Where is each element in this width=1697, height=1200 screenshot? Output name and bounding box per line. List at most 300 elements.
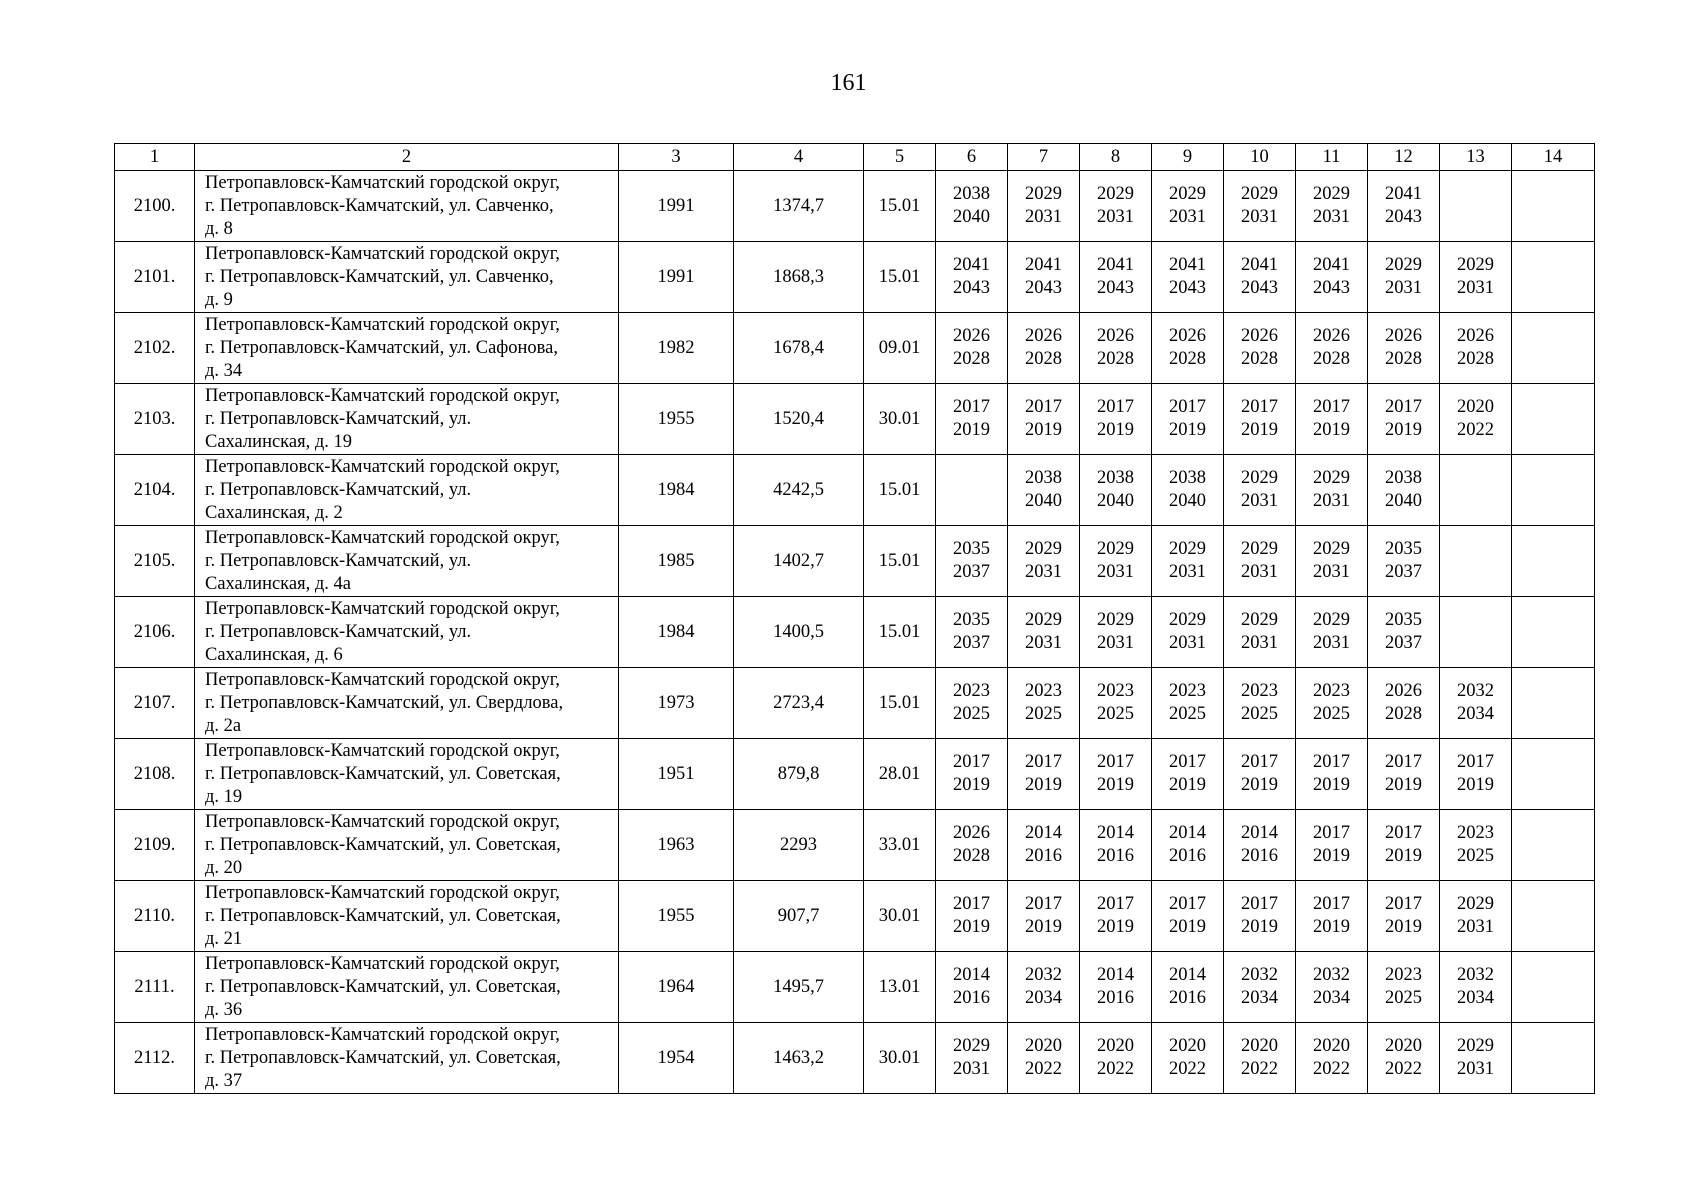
period-cell xyxy=(1512,384,1595,455)
period-start-year: 2017 xyxy=(1025,752,1062,772)
column-number-cell: 8 xyxy=(1080,144,1152,171)
column-number-cell: 14 xyxy=(1512,144,1595,171)
period-cell xyxy=(1296,810,1368,881)
period-cell xyxy=(1080,526,1152,597)
period-cell xyxy=(1152,739,1224,810)
period-start-year: 2038 xyxy=(953,184,990,204)
period-cell xyxy=(1296,1023,1368,1094)
area-cell: 879,8 xyxy=(734,739,864,810)
period-cell xyxy=(1368,1023,1440,1094)
period-start-year: 2014 xyxy=(1025,823,1062,843)
period-end-year: 2019 xyxy=(1241,917,1278,937)
period-start-year: 2032 xyxy=(1241,965,1278,985)
period-start-year: 2029 xyxy=(1241,468,1278,488)
period-end-year: 2031 xyxy=(1097,633,1134,653)
column-number-cell: 13 xyxy=(1440,144,1512,171)
period-cell xyxy=(936,597,1008,668)
address-cell xyxy=(195,668,619,739)
period-end-year: 2043 xyxy=(1097,278,1134,298)
column-number-cell: 11 xyxy=(1296,144,1368,171)
period-cell xyxy=(1512,881,1595,952)
period-cell xyxy=(1080,810,1152,881)
period-cell xyxy=(1440,1023,1512,1094)
build-year-cell: 1964 xyxy=(619,952,734,1023)
address-cell xyxy=(195,313,619,384)
period-end-year: 2025 xyxy=(953,704,990,724)
period-cell xyxy=(1224,810,1296,881)
row-number-cell: 2100. xyxy=(115,171,195,242)
build-year-cell: 1973 xyxy=(619,668,734,739)
period-cell xyxy=(1440,668,1512,739)
period-start-year: 2035 xyxy=(1385,539,1422,559)
period-cell xyxy=(1152,668,1224,739)
address-line: д. 36 xyxy=(205,999,243,1020)
period-start-year: 2014 xyxy=(1241,823,1278,843)
area-cell: 2293 xyxy=(734,810,864,881)
period-end-year: 2022 xyxy=(1385,1059,1422,1079)
period-end-year: 2025 xyxy=(1241,704,1278,724)
period-start-year: 2029 xyxy=(1097,184,1134,204)
period-start-year: 2017 xyxy=(1457,752,1494,772)
period-start-year: 2041 xyxy=(1169,255,1206,275)
area-cell: 1678,4 xyxy=(734,313,864,384)
address-cell xyxy=(195,384,619,455)
period-end-year: 2031 xyxy=(1385,278,1422,298)
period-cell xyxy=(1368,668,1440,739)
code-cell: 15.01 xyxy=(864,668,936,739)
column-number-cell: 3 xyxy=(619,144,734,171)
period-cell xyxy=(1512,526,1595,597)
period-end-year: 2031 xyxy=(1241,562,1278,582)
column-number-cell: 5 xyxy=(864,144,936,171)
period-cell xyxy=(1008,1023,1080,1094)
period-end-year: 2019 xyxy=(1457,775,1494,795)
address-cell xyxy=(195,455,619,526)
column-number-cell: 1 xyxy=(115,144,195,171)
area-cell: 1520,4 xyxy=(734,384,864,455)
period-start-year: 2029 xyxy=(1241,539,1278,559)
period-end-year: 2040 xyxy=(1385,491,1422,511)
period-start-year: 2041 xyxy=(1241,255,1278,275)
period-cell xyxy=(1296,171,1368,242)
code-cell: 15.01 xyxy=(864,526,936,597)
period-start-year: 2017 xyxy=(1385,752,1422,772)
period-end-year: 2043 xyxy=(1241,278,1278,298)
period-start-year: 2029 xyxy=(1457,255,1494,275)
period-end-year: 2016 xyxy=(1169,846,1206,866)
period-cell xyxy=(1152,597,1224,668)
column-number-cell: 12 xyxy=(1368,144,1440,171)
period-end-year: 2043 xyxy=(1313,278,1350,298)
code-cell: 15.01 xyxy=(864,171,936,242)
period-end-year: 2031 xyxy=(1169,562,1206,582)
period-end-year: 2028 xyxy=(1385,704,1422,724)
row-number-cell: 2103. xyxy=(115,384,195,455)
address-cell xyxy=(195,881,619,952)
period-start-year: 2017 xyxy=(1169,894,1206,914)
period-start-year: 2029 xyxy=(1313,539,1350,559)
period-start-year: 2041 xyxy=(1385,184,1422,204)
period-start-year: 2038 xyxy=(1385,468,1422,488)
period-start-year: 2038 xyxy=(1025,468,1062,488)
address-line: д. 20 xyxy=(205,857,243,878)
area-cell: 907,7 xyxy=(734,881,864,952)
row-number-cell: 2110. xyxy=(115,881,195,952)
area-cell: 4242,5 xyxy=(734,455,864,526)
period-start-year: 2017 xyxy=(953,397,990,417)
address-line: г. Петропавловск-Камчатский, ул. Сафонова, xyxy=(205,337,558,358)
period-end-year: 2016 xyxy=(1097,988,1134,1008)
period-cell xyxy=(1224,455,1296,526)
period-start-year: 2020 xyxy=(1169,1036,1206,1056)
period-cell xyxy=(936,739,1008,810)
address-line: Сахалинская, д. 6 xyxy=(205,644,343,665)
address-line: г. Петропавловск-Камчатский, ул. Советская, xyxy=(205,976,561,997)
address-line: г. Петропавловск-Камчатский, ул. Советская, xyxy=(205,1047,561,1068)
period-cell xyxy=(1008,739,1080,810)
period-start-year: 2023 xyxy=(1385,965,1422,985)
period-cell xyxy=(1440,526,1512,597)
period-end-year: 2019 xyxy=(1385,917,1422,937)
period-cell xyxy=(1152,1023,1224,1094)
address-line: г. Петропавловск-Камчатский, ул. xyxy=(205,408,472,429)
address-line: г. Петропавловск-Камчатский, ул. xyxy=(205,479,472,500)
period-cell xyxy=(1296,597,1368,668)
column-number-cell: 4 xyxy=(734,144,864,171)
address-line: д. 34 xyxy=(205,360,243,381)
address-line: г. Петропавловск-Камчатский, ул. xyxy=(205,550,472,571)
period-end-year: 2031 xyxy=(1313,633,1350,653)
period-end-year: 2031 xyxy=(1313,207,1350,227)
period-start-year: 2017 xyxy=(1097,397,1134,417)
period-cell xyxy=(1008,881,1080,952)
period-cell xyxy=(1152,313,1224,384)
period-end-year: 2019 xyxy=(1241,420,1278,440)
period-cell xyxy=(1080,597,1152,668)
period-end-year: 2025 xyxy=(1313,704,1350,724)
period-cell xyxy=(1440,242,1512,313)
period-start-year: 2017 xyxy=(1097,752,1134,772)
period-cell xyxy=(1512,597,1595,668)
period-cell xyxy=(1368,313,1440,384)
page-number: 161 xyxy=(830,70,867,96)
period-cell xyxy=(1224,1023,1296,1094)
period-start-year: 2020 xyxy=(1313,1036,1350,1056)
period-cell xyxy=(1080,313,1152,384)
period-end-year: 2031 xyxy=(1241,491,1278,511)
period-start-year: 2029 xyxy=(1169,539,1206,559)
period-cell xyxy=(1512,455,1595,526)
column-number-cell: 7 xyxy=(1008,144,1080,171)
period-cell xyxy=(1512,668,1595,739)
period-start-year: 2035 xyxy=(953,539,990,559)
period-cell xyxy=(1440,455,1512,526)
period-cell xyxy=(1008,171,1080,242)
period-end-year: 2028 xyxy=(953,349,990,369)
period-end-year: 2016 xyxy=(1025,846,1062,866)
area-cell: 1402,7 xyxy=(734,526,864,597)
table-row xyxy=(115,881,1595,952)
row-number-cell: 2108. xyxy=(115,739,195,810)
period-start-year: 2029 xyxy=(953,1036,990,1056)
period-cell xyxy=(1224,668,1296,739)
period-end-year: 2019 xyxy=(1385,420,1422,440)
period-start-year: 2026 xyxy=(1457,326,1494,346)
period-start-year: 2020 xyxy=(1025,1036,1062,1056)
period-end-year: 2043 xyxy=(1025,278,1062,298)
period-end-year: 2019 xyxy=(1169,775,1206,795)
address-line: Петропавловск-Камчатский городской округ, xyxy=(205,1024,560,1045)
period-cell xyxy=(1368,526,1440,597)
address-cell xyxy=(195,171,619,242)
row-number-cell: 2112. xyxy=(115,1023,195,1094)
period-start-year: 2023 xyxy=(953,681,990,701)
period-end-year: 2016 xyxy=(953,988,990,1008)
period-cell xyxy=(1512,313,1595,384)
code-cell: 30.01 xyxy=(864,1023,936,1094)
period-end-year: 2019 xyxy=(1313,775,1350,795)
address-cell xyxy=(195,1023,619,1094)
period-cell xyxy=(1368,455,1440,526)
period-end-year: 2043 xyxy=(1169,278,1206,298)
period-start-year: 2017 xyxy=(1241,894,1278,914)
area-cell: 1400,5 xyxy=(734,597,864,668)
address-line: Петропавловск-Камчатский городской округ, xyxy=(205,527,560,548)
period-start-year: 2017 xyxy=(1169,397,1206,417)
period-cell xyxy=(1224,384,1296,455)
period-cell xyxy=(1224,313,1296,384)
period-cell xyxy=(1512,739,1595,810)
build-year-cell: 1955 xyxy=(619,384,734,455)
address-line: д. 21 xyxy=(205,928,243,949)
period-cell xyxy=(1368,810,1440,881)
column-number-row xyxy=(115,144,1595,171)
period-end-year: 2019 xyxy=(1025,775,1062,795)
period-start-year: 2029 xyxy=(1241,610,1278,630)
period-end-year: 2028 xyxy=(1313,349,1350,369)
code-cell: 30.01 xyxy=(864,384,936,455)
period-end-year: 2019 xyxy=(953,917,990,937)
period-cell xyxy=(1008,597,1080,668)
period-cell xyxy=(936,526,1008,597)
address-line: д. 2а xyxy=(205,715,242,736)
period-end-year: 2028 xyxy=(1025,349,1062,369)
period-cell xyxy=(936,384,1008,455)
period-end-year: 2031 xyxy=(1097,562,1134,582)
column-number-cell: 9 xyxy=(1152,144,1224,171)
build-year-cell: 1991 xyxy=(619,242,734,313)
address-line: г. Петропавловск-Камчатский, ул. Савченко, xyxy=(205,195,554,216)
address-line: Петропавловск-Камчатский городской округ, xyxy=(205,882,560,903)
period-start-year: 2017 xyxy=(1385,397,1422,417)
period-cell xyxy=(1368,881,1440,952)
build-year-cell: 1991 xyxy=(619,171,734,242)
period-start-year: 2029 xyxy=(1241,184,1278,204)
period-end-year: 2019 xyxy=(1025,420,1062,440)
period-start-year: 2017 xyxy=(1169,752,1206,772)
period-start-year: 2014 xyxy=(1169,823,1206,843)
period-cell xyxy=(1224,242,1296,313)
period-cell xyxy=(1008,313,1080,384)
period-end-year: 2028 xyxy=(1169,349,1206,369)
period-cell xyxy=(1296,526,1368,597)
period-cell xyxy=(1224,952,1296,1023)
period-start-year: 2035 xyxy=(1385,610,1422,630)
table-row xyxy=(115,171,1595,242)
period-start-year: 2020 xyxy=(1457,397,1494,417)
address-cell xyxy=(195,810,619,881)
address-line: г. Петропавловск-Камчатский, ул. Савченко, xyxy=(205,266,554,287)
period-start-year: 2023 xyxy=(1025,681,1062,701)
row-number-cell: 2111. xyxy=(115,952,195,1023)
period-cell xyxy=(1368,171,1440,242)
table-row xyxy=(115,455,1595,526)
period-end-year: 2031 xyxy=(1241,633,1278,653)
period-cell xyxy=(1512,242,1595,313)
period-start-year: 2026 xyxy=(1097,326,1134,346)
code-cell: 28.01 xyxy=(864,739,936,810)
area-cell: 1463,2 xyxy=(734,1023,864,1094)
address-line: г. Петропавловск-Камчатский, ул. Советская, xyxy=(205,905,561,926)
row-number-cell: 2105. xyxy=(115,526,195,597)
build-year-cell: 1984 xyxy=(619,455,734,526)
period-cell xyxy=(1008,455,1080,526)
address-line: г. Петропавловск-Камчатский, ул. Свердлова, xyxy=(205,692,564,713)
period-end-year: 2022 xyxy=(1313,1059,1350,1079)
period-start-year: 2038 xyxy=(1097,468,1134,488)
period-start-year: 2029 xyxy=(1025,610,1062,630)
period-cell xyxy=(1224,881,1296,952)
period-start-year: 2017 xyxy=(1313,397,1350,417)
address-line: д. 37 xyxy=(205,1070,243,1091)
period-end-year: 2040 xyxy=(1097,491,1134,511)
period-end-year: 2034 xyxy=(1241,988,1278,1008)
period-cell xyxy=(1368,739,1440,810)
period-start-year: 2026 xyxy=(953,326,990,346)
period-end-year: 2031 xyxy=(1097,207,1134,227)
period-cell xyxy=(1008,526,1080,597)
period-start-year: 2020 xyxy=(1241,1036,1278,1056)
period-end-year: 2034 xyxy=(1457,988,1494,1008)
period-end-year: 2043 xyxy=(953,278,990,298)
period-cell xyxy=(1296,455,1368,526)
period-start-year: 2020 xyxy=(1385,1036,1422,1056)
period-start-year: 2017 xyxy=(1385,894,1422,914)
address-line: д. 8 xyxy=(205,218,233,239)
row-number-cell: 2106. xyxy=(115,597,195,668)
period-start-year: 2041 xyxy=(1025,255,1062,275)
period-end-year: 2031 xyxy=(1025,207,1062,227)
address-line: Сахалинская, д. 4а xyxy=(205,573,351,594)
period-cell xyxy=(1152,384,1224,455)
period-start-year: 2029 xyxy=(1385,255,1422,275)
period-end-year: 2019 xyxy=(1097,775,1134,795)
period-end-year: 2034 xyxy=(1025,988,1062,1008)
row-number-cell: 2102. xyxy=(115,313,195,384)
period-end-year: 2016 xyxy=(1241,846,1278,866)
period-end-year: 2040 xyxy=(1169,491,1206,511)
period-end-year: 2043 xyxy=(1385,207,1422,227)
period-end-year: 2031 xyxy=(1457,917,1494,937)
period-cell xyxy=(1440,952,1512,1023)
period-start-year: 2038 xyxy=(1169,468,1206,488)
period-start-year: 2026 xyxy=(1025,326,1062,346)
period-cell xyxy=(936,952,1008,1023)
row-number-cell: 2104. xyxy=(115,455,195,526)
table-row xyxy=(115,668,1595,739)
period-start-year: 2023 xyxy=(1241,681,1278,701)
period-start-year: 2029 xyxy=(1025,539,1062,559)
period-end-year: 2025 xyxy=(1097,704,1134,724)
period-cell xyxy=(1224,597,1296,668)
period-end-year: 2031 xyxy=(1025,562,1062,582)
period-end-year: 2031 xyxy=(1025,633,1062,653)
period-end-year: 2019 xyxy=(953,775,990,795)
address-cell xyxy=(195,526,619,597)
period-cell xyxy=(1440,597,1512,668)
code-cell: 13.01 xyxy=(864,952,936,1023)
period-end-year: 2037 xyxy=(953,562,990,582)
address-cell xyxy=(195,739,619,810)
period-start-year: 2026 xyxy=(1385,681,1422,701)
period-cell xyxy=(936,881,1008,952)
code-cell: 30.01 xyxy=(864,881,936,952)
build-year-cell: 1951 xyxy=(619,739,734,810)
period-end-year: 2031 xyxy=(1169,207,1206,227)
period-cell xyxy=(1368,242,1440,313)
period-cell xyxy=(1296,881,1368,952)
period-start-year: 2029 xyxy=(1097,539,1134,559)
period-cell xyxy=(1368,384,1440,455)
period-cell xyxy=(936,171,1008,242)
area-cell: 1495,7 xyxy=(734,952,864,1023)
period-cell xyxy=(1224,739,1296,810)
period-cell xyxy=(1224,526,1296,597)
period-cell xyxy=(1008,810,1080,881)
address-line: Петропавловск-Камчатский городской округ, xyxy=(205,811,560,832)
code-cell: 15.01 xyxy=(864,455,936,526)
period-start-year: 2017 xyxy=(1025,397,1062,417)
period-end-year: 2019 xyxy=(1169,420,1206,440)
period-end-year: 2028 xyxy=(1385,349,1422,369)
period-cell xyxy=(936,810,1008,881)
address-cell xyxy=(195,242,619,313)
code-cell: 15.01 xyxy=(864,242,936,313)
period-start-year: 2014 xyxy=(1169,965,1206,985)
period-start-year: 2026 xyxy=(953,823,990,843)
period-end-year: 2031 xyxy=(1169,633,1206,653)
table-row xyxy=(115,597,1595,668)
period-end-year: 2031 xyxy=(1313,491,1350,511)
period-end-year: 2025 xyxy=(1025,704,1062,724)
period-end-year: 2037 xyxy=(953,633,990,653)
period-cell xyxy=(1368,597,1440,668)
period-start-year: 2029 xyxy=(1313,610,1350,630)
period-cell xyxy=(1296,668,1368,739)
period-cell xyxy=(1440,171,1512,242)
period-cell xyxy=(936,313,1008,384)
period-end-year: 2028 xyxy=(1097,349,1134,369)
period-end-year: 2028 xyxy=(1241,349,1278,369)
period-end-year: 2022 xyxy=(1457,420,1494,440)
address-cell xyxy=(195,952,619,1023)
period-start-year: 2017 xyxy=(1313,894,1350,914)
build-year-cell: 1984 xyxy=(619,597,734,668)
address-line: Петропавловск-Камчатский городской округ, xyxy=(205,669,560,690)
period-end-year: 2019 xyxy=(1169,917,1206,937)
period-end-year: 2019 xyxy=(1313,917,1350,937)
period-start-year: 2023 xyxy=(1457,823,1494,843)
